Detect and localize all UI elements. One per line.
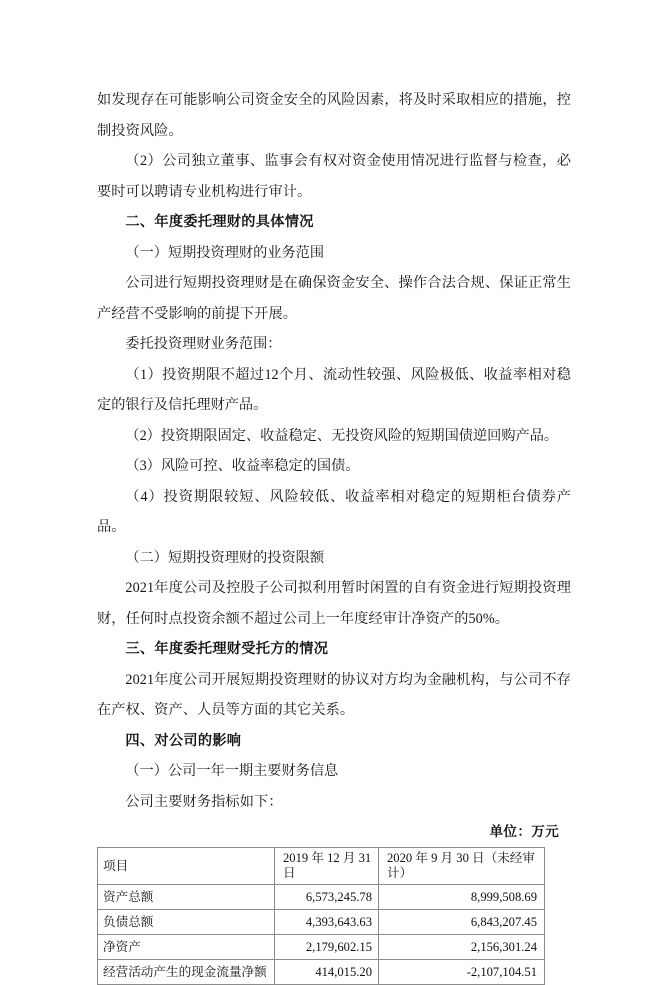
paragraph-scope-intro: 公司进行短期投资理财是在确保资金安全、操作合法合规、保证正常生产经营不受影响的前提下开展。 [97,275,571,322]
financial-indicators-table [97,847,545,985]
paragraph-financial-intro: 公司主要财务指标如下： [125,793,283,810]
row-label-net-assets: 净资产 [98,935,275,960]
row-value-total-liabilities-2019: 4,393,643.63 [275,910,379,935]
table-row [98,960,545,985]
label-entrusted-scope: 委托投资理财业务范围： [125,336,282,352]
table-row [98,935,545,960]
paragraph-supervision-audit: （2）公司独立董事、监事会有权对资金使用情况进行监督与检查，必要时可以聘请专业机构进行审计。 [97,153,571,200]
row-value-total-assets-2019: 6,573,245.78 [275,885,379,910]
table-header-date-2020: 2020 年 9 月 30 日（未经审计） [379,848,545,885]
row-value-net-assets-2019: 2,179,602.15 [275,935,379,960]
paragraph-trustee-parties: 2021年度公司开展短期投资理财的协议对方均为金融机构，与公司不存在产权、资产、人员等方面的其它关系。 [97,671,571,718]
table-header-row [98,848,545,885]
section-heading-four: 四、对公司的影响 [125,732,242,749]
scope-item-4: （4）投资期限较短、风险较低、收益率相对稳定的短期柜台债券产品。 [97,488,571,535]
row-value-operating-cash-flow-2019: 414,015.20 [275,960,379,985]
row-value-total-liabilities-2020: 6,843,207.45 [379,910,545,935]
paragraph-investment-limit: 2021年度公司及控股子公司拟利用暂时闲置的自有资金进行短期投资理财，任何时点投资余额不超过公司上一年度经审计净资产的50%。 [97,580,571,627]
subsection-title-financial-info: （一）公司一年一期主要财务信息 [125,763,339,779]
subsection-title-business-scope: （一）短期投资理财的业务范围 [125,244,325,261]
row-value-total-assets-2020: 8,999,508.69 [379,885,545,910]
scope-item-2: （2）投资期限固定、收益稳定、无投资风险的短期国债逆回购产品。 [125,427,559,444]
table-header-date-2019: 2019 年 12 月 31 日 [275,848,379,885]
row-value-operating-cash-flow-2020: -2,107,104.51 [379,960,545,985]
scope-item-1: （1）投资期限不超过12个月、流动性较强、风险极低、收益率相对稳定的银行及信托理财产品。 [97,366,571,413]
paragraph-risk-measures: 如发现存在可能影响公司资金安全的风险因素，将及时采取相应的措施，控制投资风险。 [97,92,571,139]
document-body [97,85,571,985]
row-label-operating-cash-flow: 经营活动产生的现金流量净额 [98,960,275,985]
section-heading-two: 二、年度委托理财的具体情况 [125,214,314,230]
section-heading-three: 三、年度委托理财受托方的情况 [125,641,329,657]
table-row [98,910,545,935]
table-header-item: 项目 [98,848,275,885]
row-label-total-liabilities: 负债总额 [98,910,275,935]
subsection-title-investment-limit: （二）短期投资理财的投资限额 [125,549,325,566]
row-value-net-assets-2020: 2,156,301.24 [379,935,545,960]
table-row [98,885,545,910]
table-unit-label: 单位：万元 [489,824,559,839]
scope-item-3: （3）风险可控、收益率稳定的国债。 [125,458,360,474]
row-label-total-assets: 资产总额 [98,885,275,910]
